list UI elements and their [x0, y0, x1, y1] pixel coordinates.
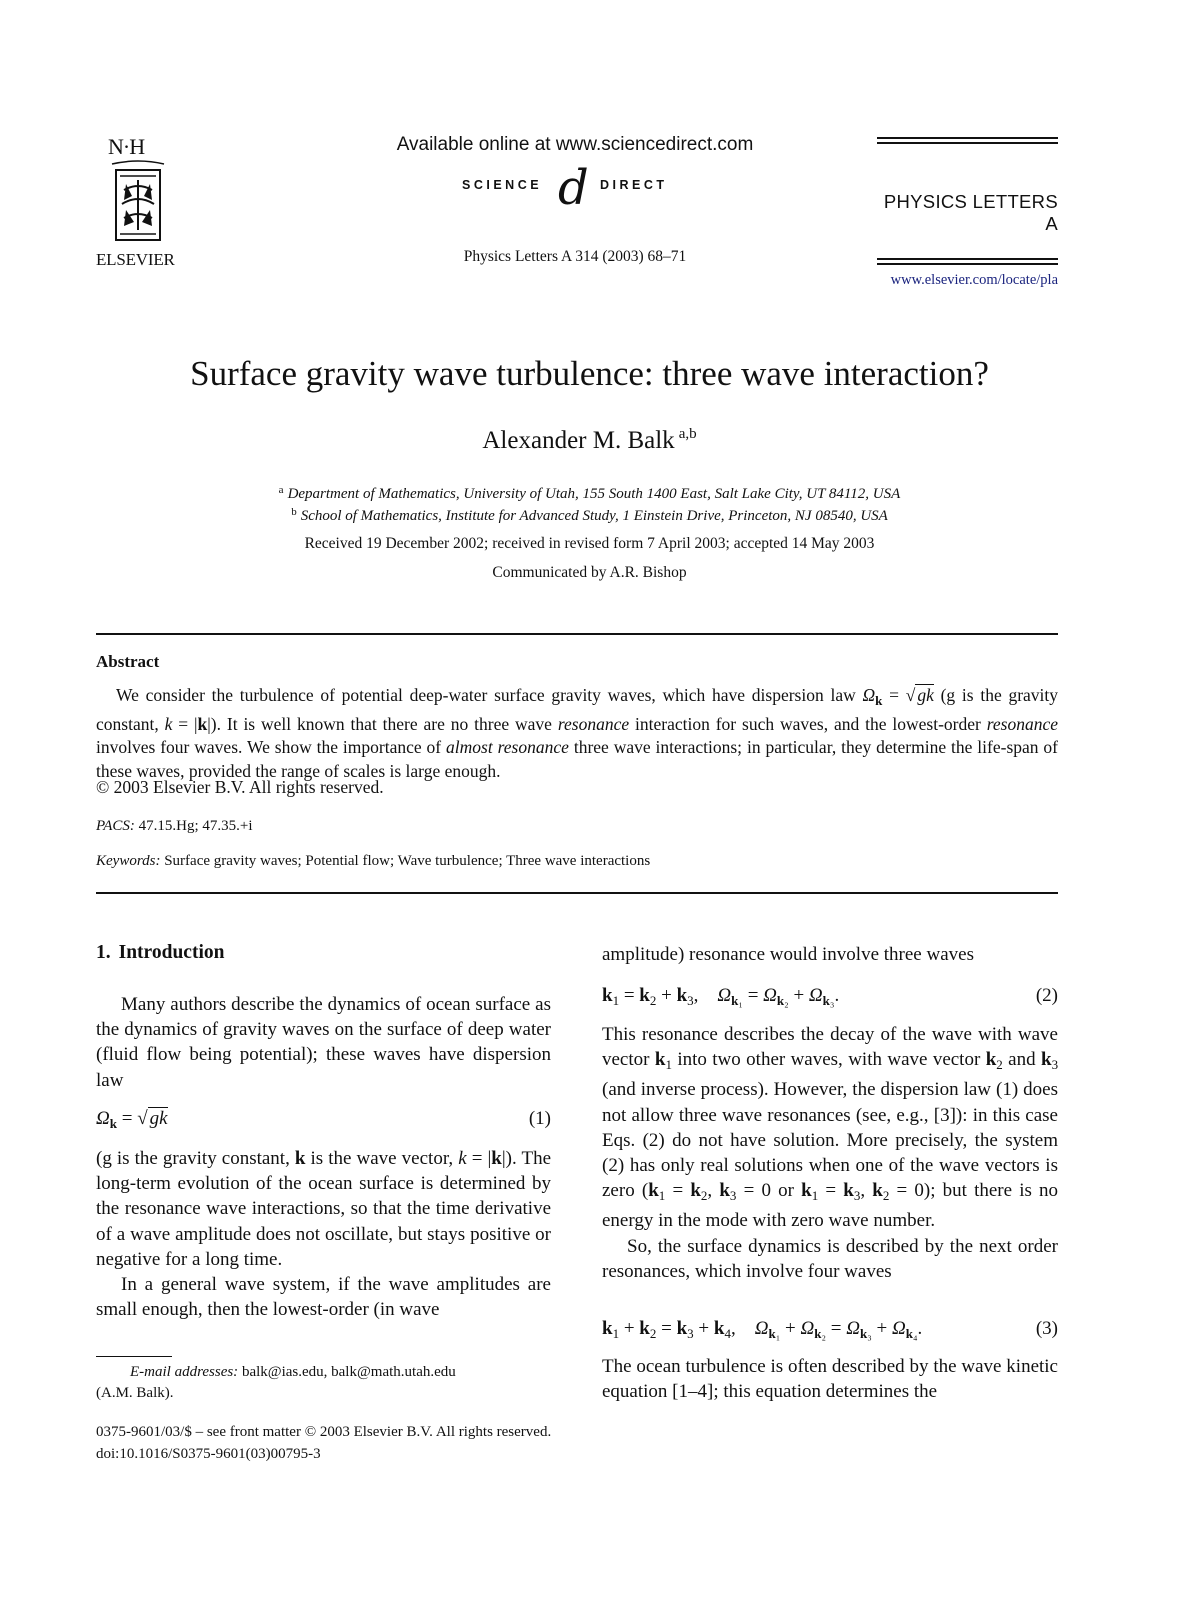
tree-emblem-icon: [110, 160, 166, 248]
journal-rule-bottom: [877, 258, 1058, 265]
section-number: 1.: [96, 942, 111, 963]
affiliation-mark: a: [278, 484, 284, 496]
keywords-label: Keywords:: [96, 853, 161, 869]
equation-1-body: $\Omega_k$ = √ gk: [96, 1108, 168, 1131]
abstract-copyright: © 2003 Elsevier B.V. All rights reserved.: [96, 777, 384, 797]
equation-2-number: (2): [1035, 985, 1058, 1006]
received-dates: Received 19 December 2002; received in revised form 7 April 2003; accepted 14 May 2003: [304, 535, 875, 552]
pacs-codes: 47.15.Hg; 47.35.+i: [138, 818, 253, 834]
keywords-list: Surface gravity waves; Potential flow; Wave turbulence; Three wave interactions: [164, 853, 651, 869]
equation-2-body: $k_1 = k_2 + k_3$, $\Omega_{k_1} = \Omega_{k_2} + \Omega_{k_3}$.: [602, 985, 840, 1008]
abstract-heading: Abstract: [96, 652, 160, 671]
sciencedirect-logo: [462, 160, 702, 216]
left-paragraph-2: (g is the gravity constant, k is the wave vector, k = |k|). The long-term evolution of the ocean surface is determined by the resonance wave interactions, so that the time derivative of a wave amplitude does not oscillate, but stays positive or negative for a long time. In a general wave system, if the wave amplitudes are small enough, then the lowest-order (in wave: [96, 1148, 552, 1321]
article-title: Surface gravity wave turbulence: three wave interaction?: [190, 354, 989, 393]
sd-at-icon: d: [558, 160, 589, 216]
equation-3-number: (3): [1035, 1318, 1058, 1339]
pacs-label: PACS:: [96, 818, 135, 834]
affiliation-mark: b: [291, 506, 297, 518]
section-title: Introduction: [118, 942, 225, 963]
journal-url-link[interactable]: www.elsevier.com/locate/pla: [890, 272, 1058, 288]
front-matter: 0375-9601/03/$ – see front matter © 2003 Elsevier B.V. All rights reserved.: [96, 1424, 552, 1440]
equation-3: [602, 1318, 1058, 1346]
sd-direct: DIRECT: [600, 178, 668, 192]
journal-name: PHYSICS LETTERS A: [883, 191, 1058, 234]
communicated-by: Communicated by A.R. Bishop: [492, 564, 687, 581]
journal-rule-top: [877, 137, 1058, 144]
abstract-rule-bottom: [96, 892, 1058, 894]
author: [0, 426, 1179, 455]
email-addresses[interactable]: balk@ias.edu, balk@math.utah.edu: [241, 1364, 456, 1380]
author-marks: a,b: [678, 426, 697, 442]
logo-name: ELSEVIER: [96, 250, 175, 269]
footnote-email: [96, 1362, 551, 1404]
affiliation-b: [0, 506, 1179, 525]
logo-nh: N·H: [108, 134, 145, 159]
right-paragraph-3: The ocean turbulence is often described by the wave kinetic equation [1–4]; this equation determines the: [602, 1356, 1058, 1403]
elsevier-logo: [96, 134, 186, 270]
pacs: [96, 818, 253, 835]
equation-3-body: $k_1 + k_2 = k_3 + k_4$, $\Omega_{k_1} + \Omega_{k_2} = \Omega_{k_3} + \Omega_{k_4}$.: [602, 1318, 923, 1341]
equation-1-number: (1): [528, 1108, 551, 1129]
affiliation-text: Department of Mathematics, University of Utah, 155 South 1400 East, Salt Lake City, UT 84112, USA: [287, 486, 901, 502]
author-name: Alexander M. Balk: [482, 427, 675, 454]
equation-2: [602, 985, 1058, 1013]
affiliation-a: [0, 484, 1179, 503]
keywords: [96, 853, 650, 870]
sd-science: SCIENCE: [462, 178, 543, 192]
abstract-text: We consider the turbulence of potential deep-water surface gravity waves, which have dispersion law $\Omega_k$ = √ gk (g is the gravity constant, k = |k|). It is well known that there are no three wave resonance interaction for such waves, and the lowest-order resonance involves four waves. We show the importance of almost resonance three wave interactions; in particular, they determine the life-span of these waves, provided the range of scales is large enough.: [96, 685, 1059, 781]
equation-1: [96, 1108, 551, 1136]
doi: doi:10.1016/S0375-9601(03)00795-3: [96, 1446, 321, 1462]
journal-reference: Physics Letters A 314 (2003) 68–71: [463, 248, 687, 265]
footnote-rule: [96, 1356, 172, 1357]
right-paragraph-1: amplitude) resonance would involve three waves: [602, 944, 974, 965]
available-online: Available online at www.sciencedirect.com: [396, 134, 754, 155]
email-label: E-mail addresses:: [130, 1364, 239, 1380]
affiliation-text: School of Mathematics, Institute for Advanced Study, 1 Einstein Drive, Princeton, NJ 08540, USA: [300, 508, 888, 524]
abstract-rule-top: [96, 633, 1058, 635]
right-paragraph-2: This resonance describes the decay of the wave with wave vector $k_1$ into two other waves, with wave vector $k_2$ and $k_3$ (and inverse process). However, the dispersion law (1) does not allow three wave resonances (see, e.g., [3]): in this case Eqs. (2) do not have solution. More precisely, the system (2) has only real solutions when one of the wave vectors is zero ($k_1 = k_2$, $k_3 = 0$ or $k_1 = k_3$, $k_2 = 0$); but there is no energy in the mode with zero wave number. So, the surface dynamics is described by the next order resonances, which involve four waves: [602, 1024, 1059, 1282]
left-paragraph-1: Many authors describe the dynamics of ocean surface as the dynamics of gravity waves on the surface of deep water (fluid flow being potential); these waves have dispersion law: [96, 994, 551, 1091]
email-name: (A.M. Balk).: [96, 1385, 174, 1401]
section-heading: [96, 942, 224, 964]
